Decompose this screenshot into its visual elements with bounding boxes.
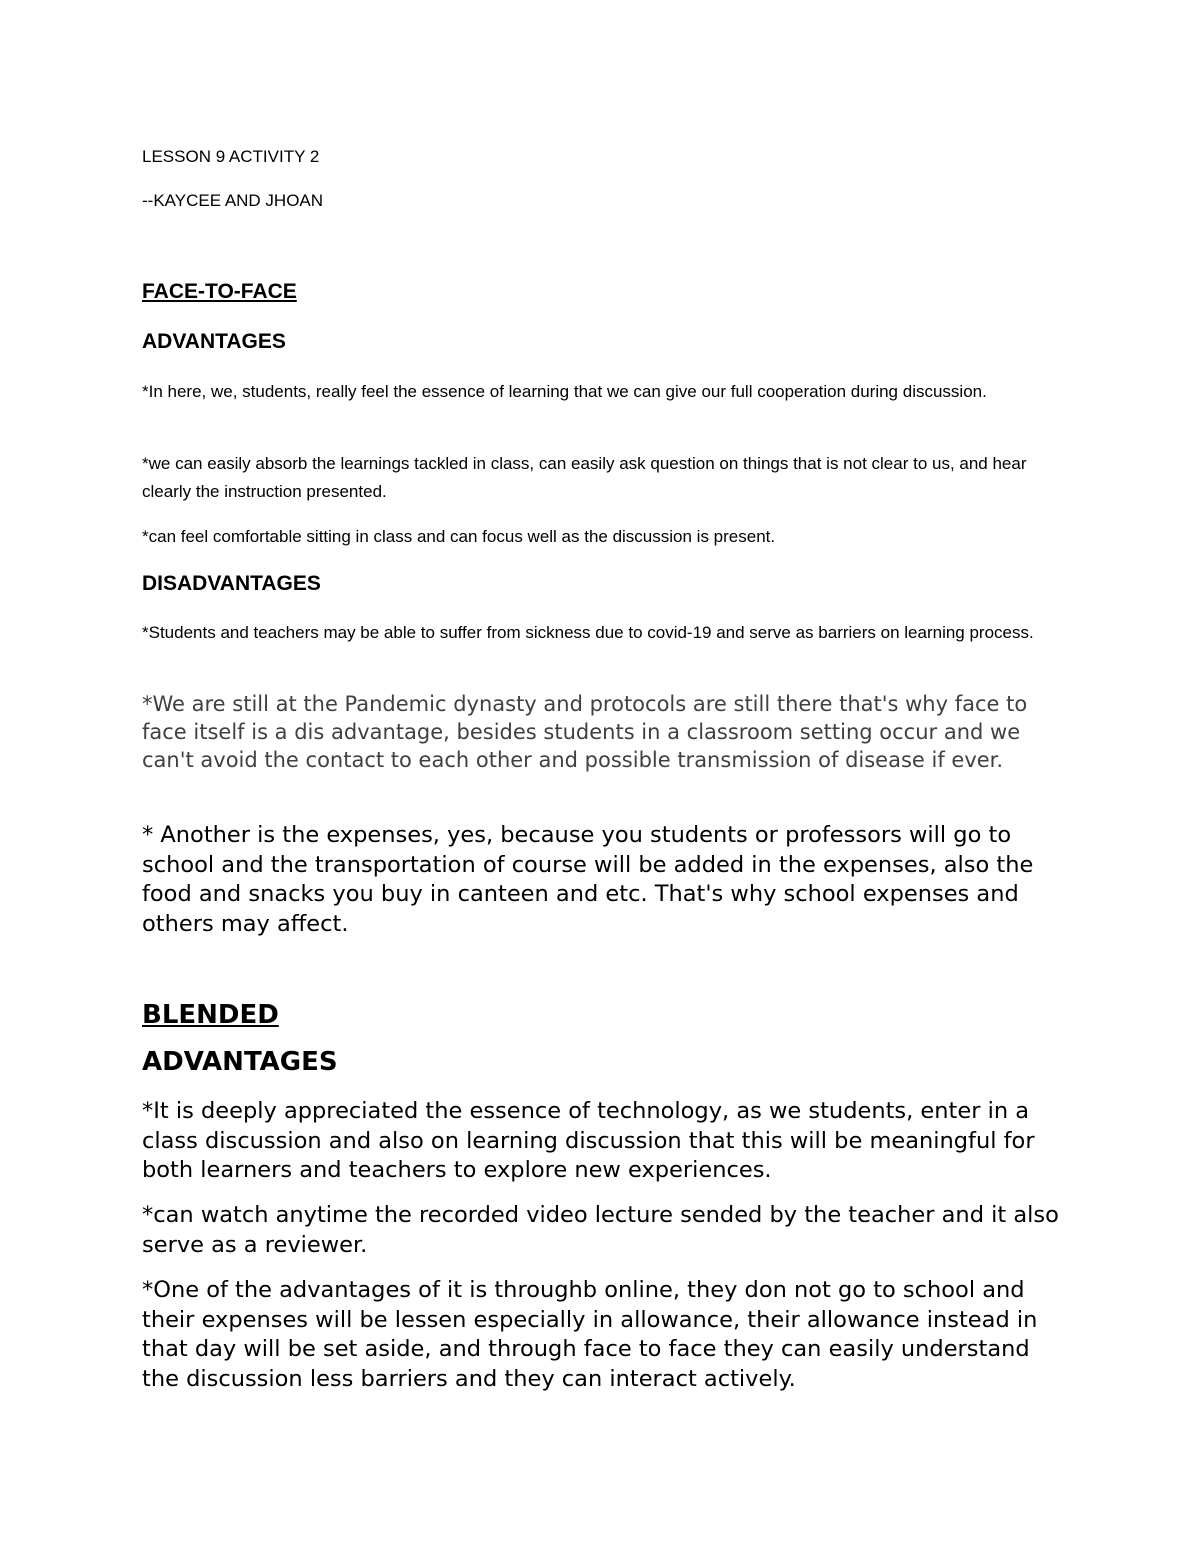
lesson-title: LESSON 9 ACTIVITY 2 xyxy=(142,147,320,166)
face-to-face-advantage-2: *we can easily absorb the learnings tackled in class, can easily ask question on things that is not clear to us, and hear clearly the instruction presented. xyxy=(142,454,1027,501)
face-to-face-disadvantages-heading: DISADVANTAGES xyxy=(142,572,321,595)
face-to-face-disadvantage-2: *We are still at the Pandemic dynasty and protocols are still there that's why face to face itself is a dis advantage, besides students in a classroom setting occur and we can't avoid the contact to each other and possible transmission of disease if ever. xyxy=(142,692,1028,772)
authors-line: --KAYCEE AND JHOAN xyxy=(142,191,324,210)
face-to-face-advantages-heading: ADVANTAGES xyxy=(142,330,286,353)
blended-advantages-heading: ADVANTAGES xyxy=(142,1047,338,1077)
blended-heading: BLENDED xyxy=(142,1000,279,1030)
face-to-face-disadvantage-1: *Students and teachers may be able to suffer from sickness due to covid-19 and serve as barriers on learning process. xyxy=(142,623,1034,642)
blended-advantage-1: *It is deeply appreciated the essence of technology, as we students, enter in a class discussion and also on learning discussion that this will be meaningful for both learners and teachers to explore new experiences. xyxy=(142,1098,1035,1183)
blended-advantage-2: *can watch anytime the recorded video lecture sended by the teacher and it also serve as a reviewer. xyxy=(142,1202,1059,1258)
face-to-face-disadvantage-3: * Another is the expenses, yes, because you students or professors will go to school and the transportation of course will be added in the expenses, also the food and snacks you buy in canteen and etc. That's why school expenses and others may affect. xyxy=(142,822,1034,937)
face-to-face-advantage-1: *In here, we, students, really feel the essence of learning that we can give our full cooperation during discussion. xyxy=(142,382,987,401)
face-to-face-heading: FACE-TO-FACE xyxy=(142,280,297,303)
blended-advantage-3: *One of the advantages of it is throughb online, they don not go to school and their expenses will be lessen especially in allowance, their allowance instead in that day will be set aside, and through face to face they can easily understand the discussion less barriers and they can interact actively. xyxy=(142,1277,1038,1392)
face-to-face-advantage-3: *can feel comfortable sitting in class and can focus well as the discussion is present. xyxy=(142,527,776,546)
